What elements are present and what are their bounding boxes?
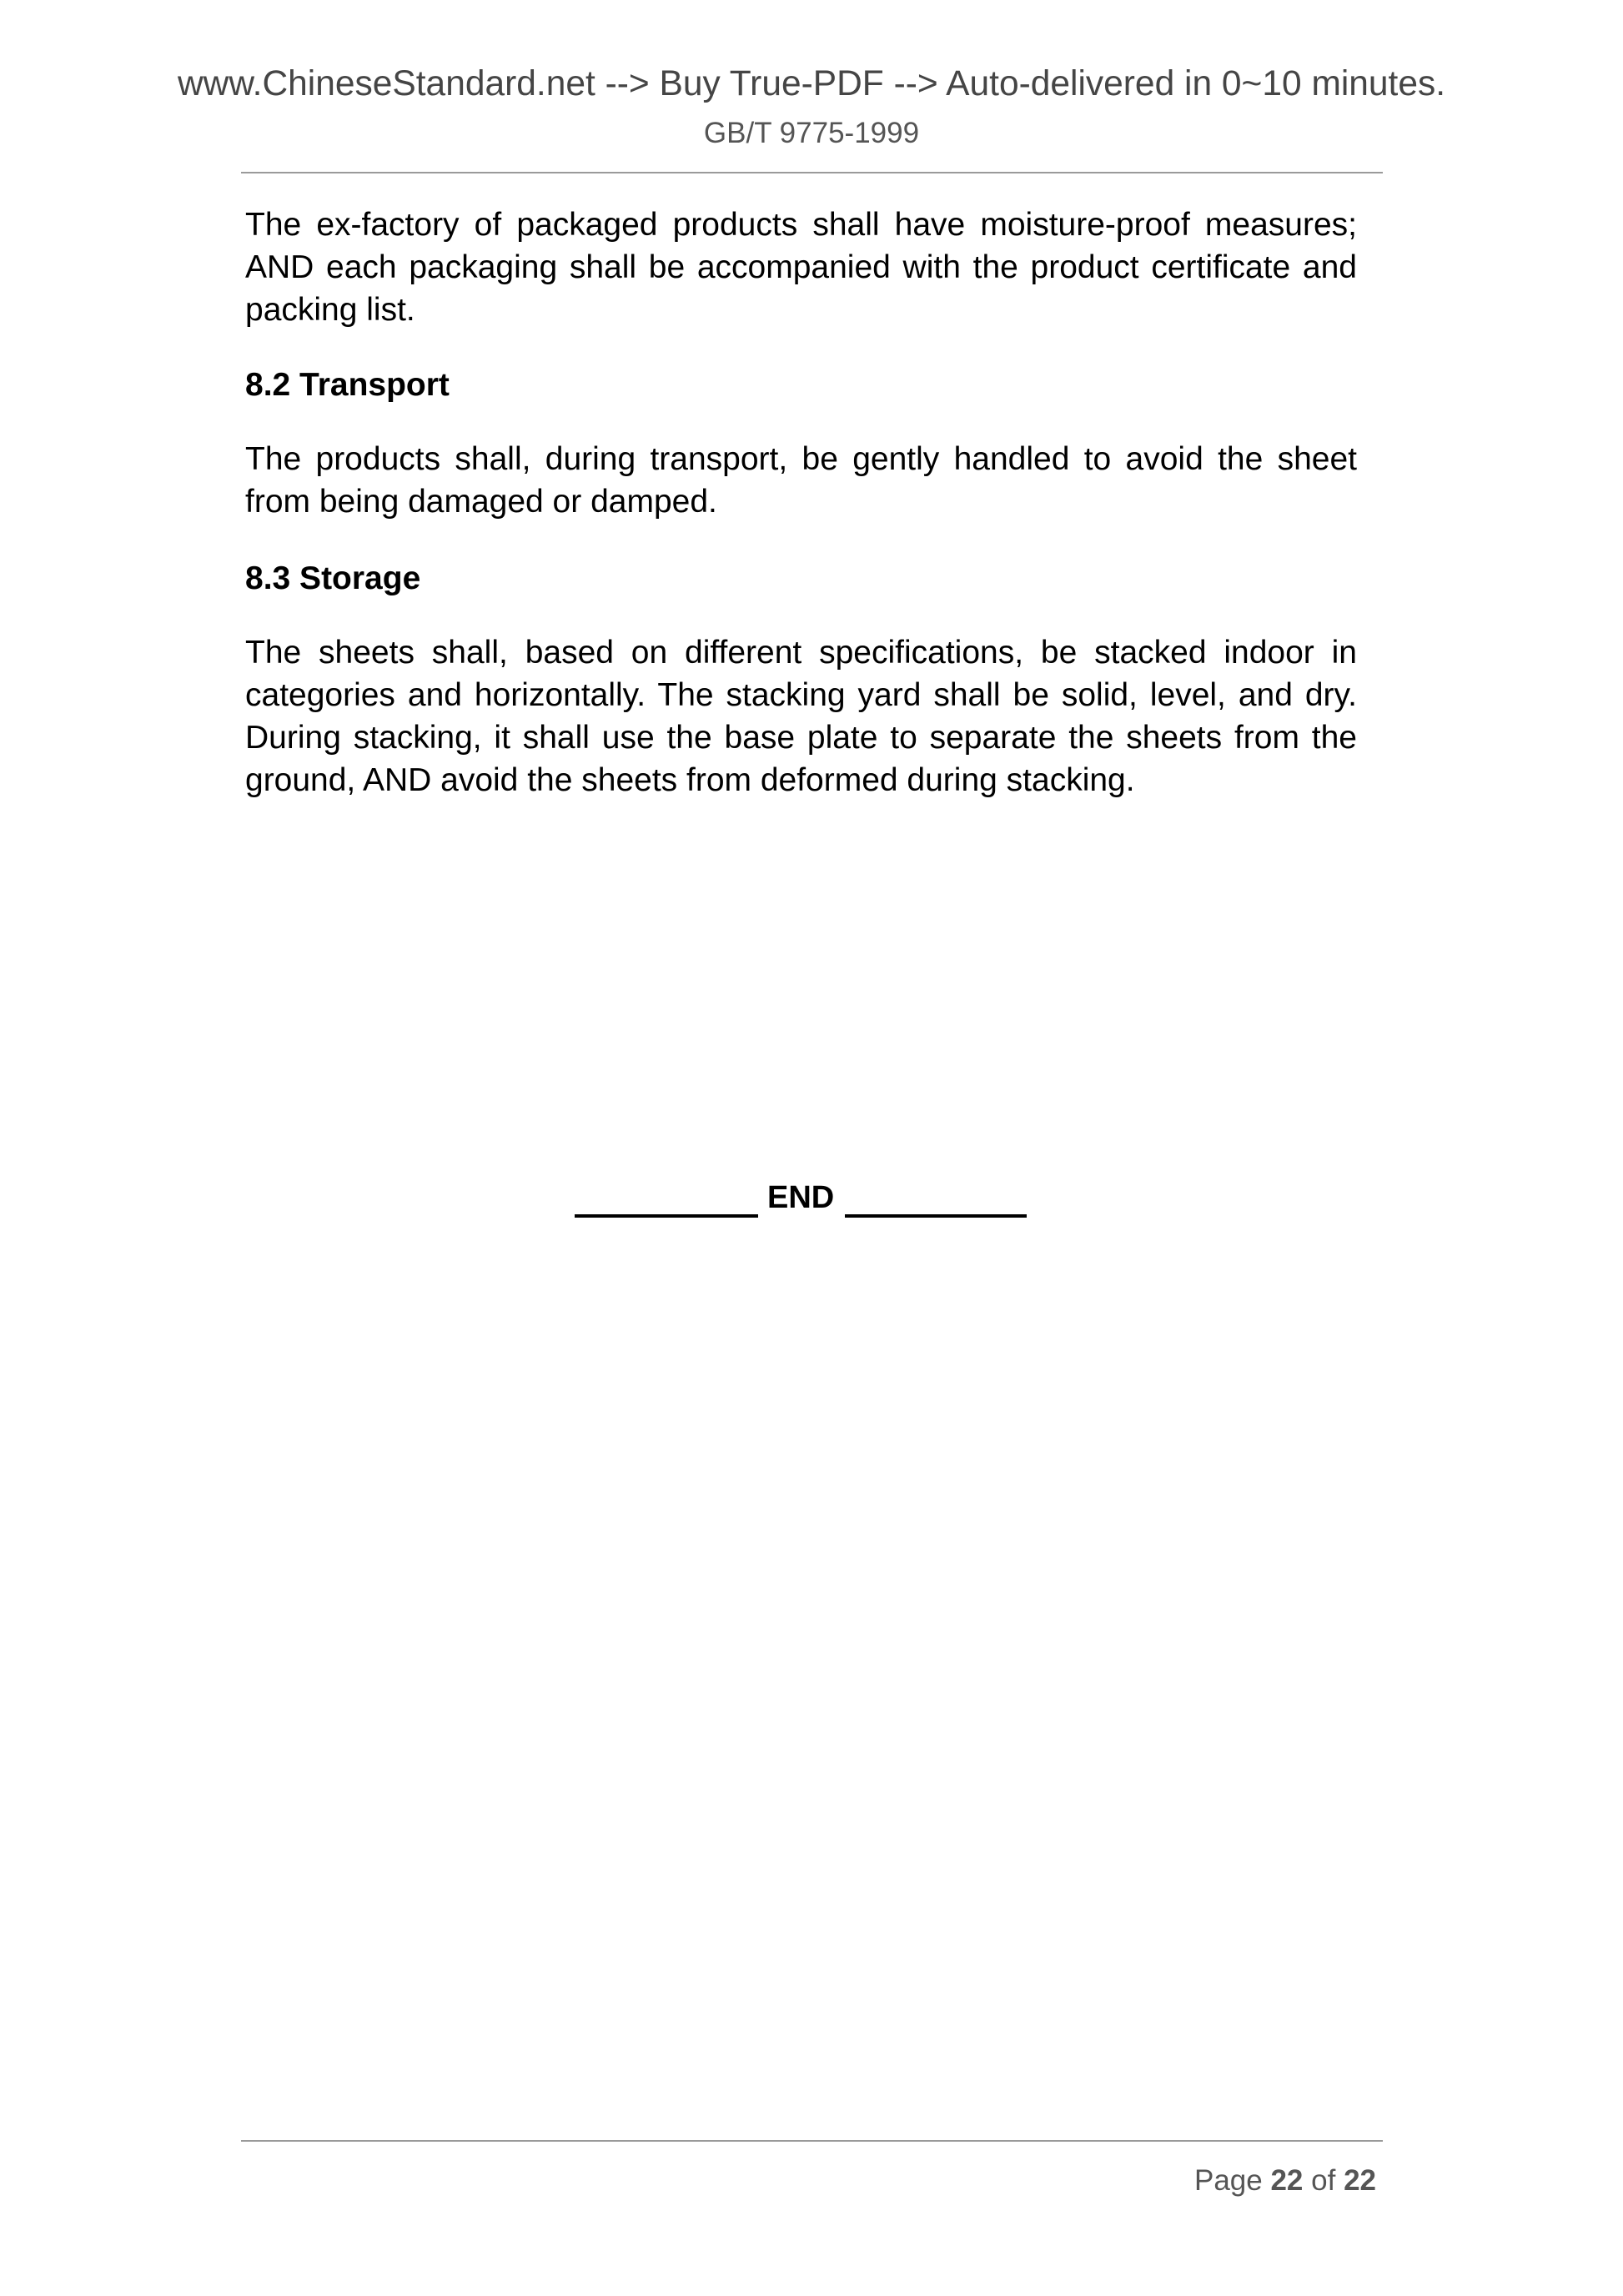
transport-paragraph: The products shall, during transport, be gently handled to avoid the sheet from being damaged or damped. [245, 441, 1357, 520]
footer-divider [241, 2140, 1383, 2142]
end-rule-right [845, 1214, 1027, 1218]
page-separator: of [1311, 2164, 1336, 2197]
current-page: 22 [1270, 2164, 1304, 2197]
end-label: END [767, 1180, 835, 1215]
packaging-paragraph: The ex-factory of packaged products shall have moisture-proof measures; AND each packaging shall be accompanied with the product certificate and packing list. [245, 207, 1357, 328]
total-pages: 22 [1344, 2164, 1376, 2197]
section-heading-transport: 8.2 Transport [245, 367, 450, 403]
document-id: GB/T 9775-1999 [703, 117, 920, 149]
end-rule-left [575, 1214, 758, 1218]
storage-paragraph: The sheets shall, based on different specifications, be stacked indoor in categories and horizontally. The stacking yard shall be solid, level, and dry. During stacking, it shall use the base plate to separate the sheets from the ground, AND avoid the sheets from deformed during stacking. [245, 635, 1357, 798]
end-marker [0, 1178, 1623, 1220]
header-banner: www.ChineseStandard.net --> Buy True-PDF --> Auto-delivered in 0~10 minutes. [177, 64, 1446, 103]
header-divider [241, 172, 1383, 173]
page-prefix: Page [1193, 2164, 1263, 2197]
section-heading-storage: 8.3 Storage [245, 560, 421, 596]
page-number [1194, 2163, 1376, 2198]
